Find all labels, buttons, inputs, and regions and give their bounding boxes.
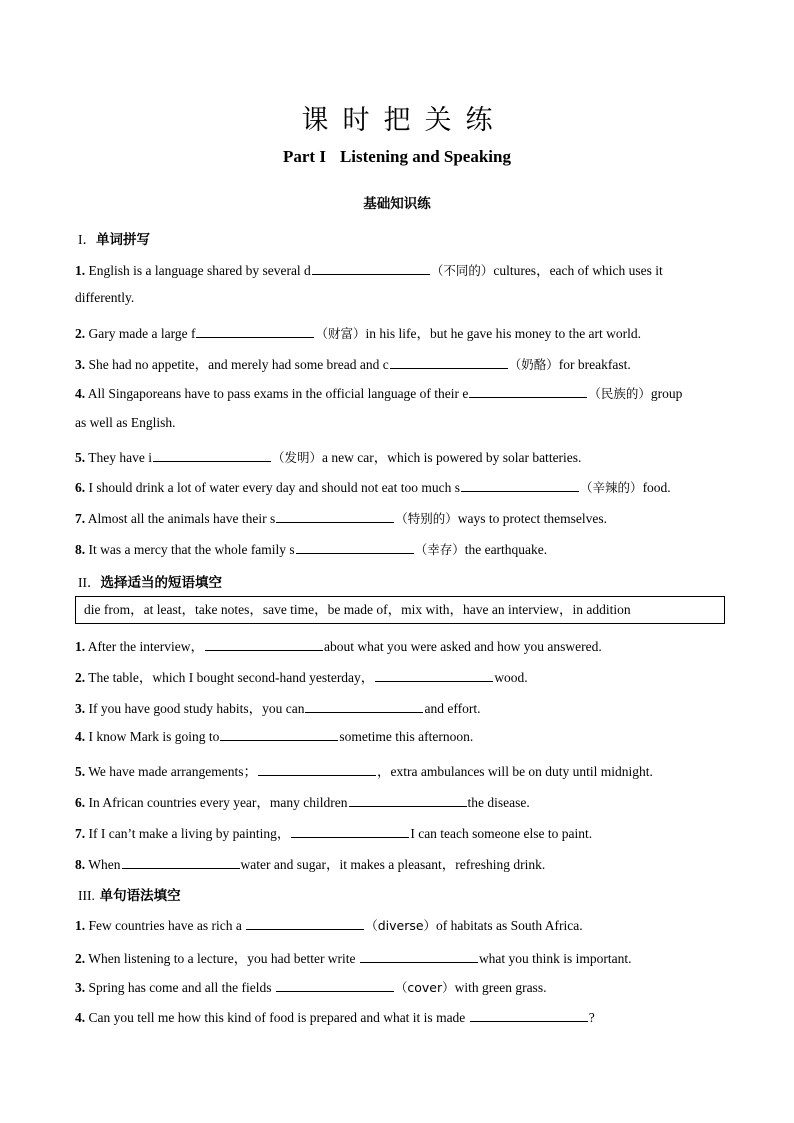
section-numeral: I．	[78, 232, 96, 247]
question-item: 1. English is a language shared by several d （不同的）cultures，each of which uses it	[75, 263, 663, 278]
answer-blank[interactable]	[461, 479, 579, 492]
answer-blank[interactable]	[196, 325, 314, 338]
section-title: 单词拼写	[96, 232, 150, 248]
question-item: 8. It was a mercy that the whole family s （幸存）the earthquake.	[75, 542, 548, 557]
answer-blank[interactable]	[276, 979, 394, 992]
question-item: 3. If you have good study habits，you can and effort.	[75, 701, 481, 716]
subsection-title: 基础知识练	[363, 196, 431, 212]
question-item: 4. I know Mark is going to sometime this afternoon.	[75, 729, 474, 744]
answer-blank[interactable]	[276, 510, 394, 523]
section-numeral: II．	[78, 575, 101, 590]
section-numeral: III.	[78, 888, 95, 903]
section-heading-1	[78, 228, 150, 248]
section-heading-3	[78, 884, 181, 904]
answer-blank[interactable]	[122, 856, 240, 869]
question-item: 7. Almost all the animals have their s （特别的）ways to protect themselves.	[75, 511, 607, 526]
part-number: Part I	[283, 147, 326, 166]
answer-blank[interactable]	[220, 728, 338, 741]
answer-blank[interactable]	[296, 541, 414, 554]
answer-blank[interactable]	[312, 262, 430, 275]
section-heading-2	[78, 571, 222, 591]
answer-blank[interactable]	[349, 794, 467, 807]
question-item: 5. We have made arrangements； ，extra ambulances will be on duty until midnight.	[75, 764, 653, 779]
section-title: 单句语法填空	[99, 888, 181, 904]
question-continuation: differently.	[75, 290, 135, 305]
section-title: 选择适当的短语填空	[100, 575, 222, 591]
question-item: 3. She had no appetite，and merely had some bread and c （奶酪）for breakfast.	[75, 357, 631, 372]
question-item: 6. I should drink a lot of water every day and should not eat too much s （辛辣的）food.	[75, 480, 671, 495]
answer-blank[interactable]	[291, 825, 409, 838]
question-item: 4. Can you tell me how this kind of food is prepared and what it is made ?	[75, 1010, 595, 1025]
question-item: 2. The table，which I bought second-hand yesterday， wood.	[75, 670, 528, 685]
phrase-bank-box: die from，at least，take notes，save time，be made of，mix with，have an interview，in addition	[75, 596, 725, 624]
question-item: 3. Spring has come and all the fields （cover）with green grass.	[75, 980, 547, 995]
question-item: 5. They have i （发明）a new car，which is powered by solar batteries.	[75, 450, 582, 465]
question-item: 2. Gary made a large f （财富）in his life，but he gave his money to the art world.	[75, 326, 642, 341]
answer-blank[interactable]	[390, 356, 508, 369]
answer-blank[interactable]	[375, 669, 493, 682]
question-item: 7. If I can’t make a living by painting， I can teach someone else to paint.	[75, 826, 593, 841]
question-continuation: as well as English.	[75, 415, 176, 430]
answer-blank[interactable]	[470, 1009, 588, 1022]
answer-blank[interactable]	[205, 638, 323, 651]
answer-blank[interactable]	[469, 385, 587, 398]
page-title: 课时把关练	[301, 105, 507, 136]
answer-blank[interactable]	[153, 449, 271, 462]
question-item: 1. Few countries have as rich a （diverse）of habitats as South Africa.	[75, 918, 583, 933]
answer-blank[interactable]	[305, 700, 423, 713]
part-heading	[0, 147, 794, 167]
part-title: Listening and Speaking	[339, 147, 511, 166]
question-item: 8. When water and sugar，it makes a pleasant，refreshing drink.	[75, 857, 546, 872]
answer-blank[interactable]	[360, 950, 478, 963]
question-item: 4. All Singaporeans have to pass exams in the official language of their e （民族的）group	[75, 386, 683, 401]
question-item: 1. After the interview， about what you were asked and how you answered.	[75, 639, 602, 654]
question-item: 2. When listening to a lecture，you had better write what you think is important.	[75, 951, 632, 966]
question-item: 6. In African countries every year，many children the disease.	[75, 795, 530, 810]
answer-blank[interactable]	[258, 763, 376, 776]
answer-blank[interactable]	[246, 917, 364, 930]
